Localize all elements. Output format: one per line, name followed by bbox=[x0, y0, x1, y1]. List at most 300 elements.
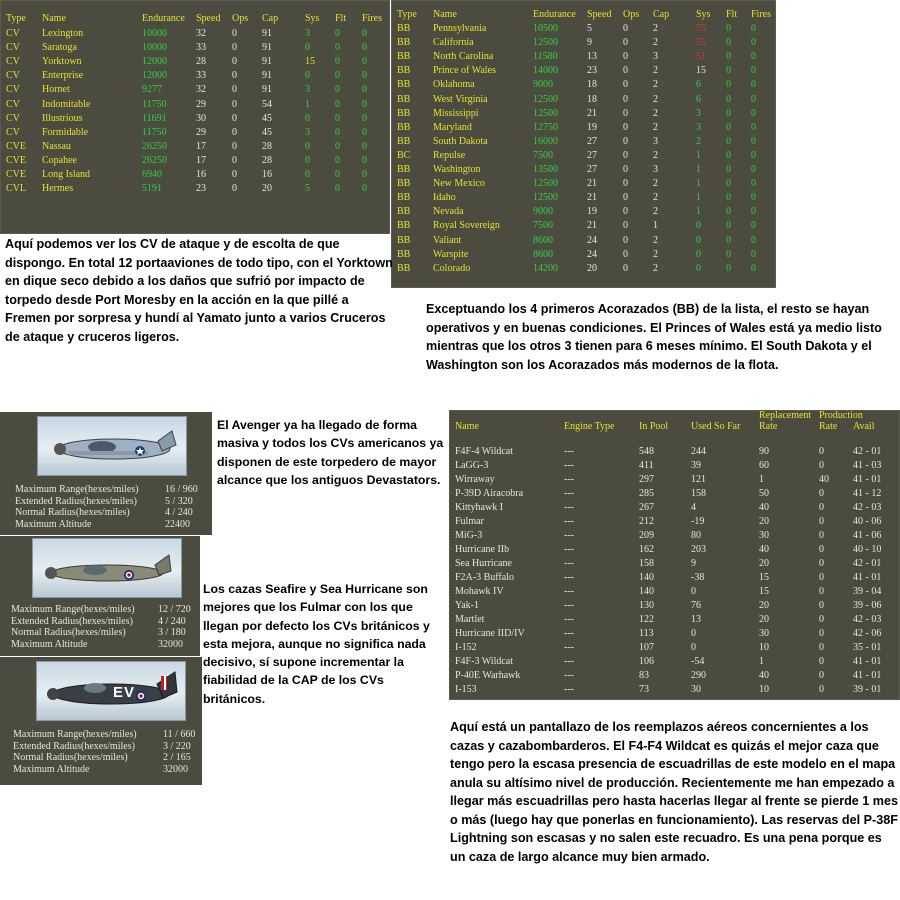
aircraft-card-hurricane bbox=[0, 657, 202, 785]
table-cell: 0 bbox=[623, 220, 628, 232]
table-cell: 2 bbox=[653, 178, 658, 190]
table-cell: BB bbox=[397, 93, 411, 105]
stat-label: Extended Radius(hexes/miles) bbox=[15, 495, 137, 507]
table-cell: Maryland bbox=[433, 121, 472, 133]
table-cell: 45 bbox=[262, 126, 272, 138]
table-cell: 2 bbox=[653, 192, 658, 204]
table-cell: 0 bbox=[819, 558, 824, 569]
table-cell: 0 bbox=[232, 112, 237, 124]
table-cell: 20 bbox=[587, 262, 597, 274]
stat-value: 3 / 180 bbox=[158, 627, 186, 639]
column-header: Flt bbox=[726, 9, 738, 20]
column-header: Type bbox=[6, 13, 26, 24]
table-cell: 5 bbox=[305, 183, 310, 195]
table-cell: North Carolina bbox=[433, 51, 494, 63]
table-cell: 15 bbox=[759, 572, 769, 583]
table-cell: BB bbox=[397, 135, 411, 147]
table-cell: 16 bbox=[262, 169, 272, 180]
table-cell: 0 bbox=[362, 98, 367, 110]
table-cell: 411 bbox=[639, 460, 654, 471]
table-cell: 0 bbox=[726, 23, 731, 34]
table-cell: CVE bbox=[6, 140, 26, 152]
table-cell: 2 bbox=[696, 135, 701, 147]
table-cell: 1 bbox=[696, 149, 701, 161]
table-cell: BC bbox=[397, 149, 411, 161]
avenger-caption: El Avenger ya ha llegado de forma masiva y todos los CVs americanos ya disponen de este torpedero de mayor alcance que los antiguos Devastators. bbox=[217, 418, 444, 487]
column-header: Speed bbox=[196, 13, 221, 24]
table-cell: 9000 bbox=[533, 79, 553, 91]
table-cell: 30 bbox=[196, 112, 206, 124]
table-cell: California bbox=[433, 37, 474, 49]
table-cell: BB bbox=[397, 192, 411, 204]
table-cell: 11691 bbox=[142, 112, 167, 124]
table-cell: Kittyhawk I bbox=[455, 502, 504, 513]
table-cell: 0 bbox=[819, 600, 824, 611]
table-cell: 285 bbox=[639, 488, 654, 499]
table-cell: 140 bbox=[639, 586, 654, 597]
table-cell: 91 bbox=[262, 56, 272, 68]
table-cell: 42 - 06 bbox=[853, 628, 882, 639]
table-cell: 158 bbox=[691, 488, 706, 499]
table-cell: 41 - 12 bbox=[853, 488, 882, 499]
table-cell: 7500 bbox=[533, 149, 553, 161]
table-cell: 0 bbox=[726, 149, 731, 161]
table-cell: 9277 bbox=[142, 84, 162, 96]
table-cell: 0 bbox=[623, 135, 628, 147]
table-cell: I-153 bbox=[455, 684, 477, 695]
table-cell: MiG-3 bbox=[455, 530, 483, 541]
table-cell: 2 bbox=[653, 149, 658, 161]
table-cell: 0 bbox=[751, 107, 756, 119]
table-cell: BB bbox=[397, 79, 411, 91]
column-header: Engine Type bbox=[564, 421, 615, 432]
column-header: Cap bbox=[653, 9, 670, 20]
table-cell: 27 bbox=[587, 135, 597, 147]
table-cell: Saratoga bbox=[42, 42, 77, 54]
stat-value: 5 / 320 bbox=[165, 495, 193, 507]
table-cell: 21 bbox=[587, 192, 597, 204]
table-cell: 75 bbox=[696, 23, 706, 34]
table-cell: 3 bbox=[696, 107, 701, 119]
table-cell: 41 - 06 bbox=[853, 530, 882, 541]
table-cell: 40 - 06 bbox=[853, 516, 882, 527]
table-cell: CV bbox=[6, 42, 20, 54]
table-cell: --- bbox=[564, 586, 574, 597]
column-header: Ops bbox=[232, 13, 249, 24]
column-header: Ops bbox=[623, 9, 640, 20]
table-cell: 0 bbox=[232, 42, 237, 54]
table-cell: 113 bbox=[639, 628, 654, 639]
table-cell: 0 bbox=[751, 79, 756, 91]
table-cell: CV bbox=[6, 56, 20, 68]
table-cell: 0 bbox=[819, 586, 824, 597]
table-cell: 91 bbox=[262, 42, 272, 54]
table-cell: 2 bbox=[653, 65, 658, 77]
table-cell: 0 bbox=[232, 28, 237, 39]
table-cell: 21 bbox=[587, 178, 597, 190]
hurricane-marking: EV bbox=[113, 684, 136, 701]
table-cell: 0 bbox=[305, 154, 310, 166]
table-cell: 17 bbox=[196, 140, 206, 152]
aircraft-card-avenger bbox=[0, 412, 212, 535]
column-header: Used So Far bbox=[691, 421, 741, 432]
stat-value: 4 / 240 bbox=[158, 615, 186, 627]
table-cell: 76 bbox=[691, 600, 701, 611]
table-cell: 1 bbox=[696, 192, 701, 204]
table-cell: 41 - 01 bbox=[853, 670, 882, 681]
table-cell: 0 bbox=[362, 112, 367, 124]
table-cell: 39 - 04 bbox=[853, 586, 882, 597]
table-cell: 0 bbox=[232, 70, 237, 82]
table-cell: 30 bbox=[759, 530, 769, 541]
column-header: Endurance bbox=[142, 13, 185, 24]
table-cell: 0 bbox=[623, 93, 628, 105]
table-cell: --- bbox=[564, 670, 574, 681]
column-header: Avail bbox=[853, 421, 875, 432]
table-cell: 32 bbox=[196, 28, 206, 39]
table-cell: --- bbox=[564, 684, 574, 695]
table-cell: 0 bbox=[691, 628, 696, 639]
table-cell: BB bbox=[397, 121, 411, 133]
table-cell: Nassau bbox=[42, 140, 71, 152]
table-cell: 107 bbox=[639, 642, 654, 653]
table-cell: 0 bbox=[305, 70, 310, 82]
stat-label: Maximum Range(hexes/miles) bbox=[13, 729, 137, 740]
table-cell: 8600 bbox=[533, 248, 553, 260]
table-cell: 1 bbox=[696, 164, 701, 175]
table-cell: 122 bbox=[639, 614, 654, 625]
table-cell: LaGG-3 bbox=[455, 460, 489, 471]
table-cell: Valiant bbox=[433, 234, 462, 246]
table-cell: 0 bbox=[362, 70, 367, 82]
table-cell: Oklahoma bbox=[433, 79, 475, 91]
table-cell: BB bbox=[397, 262, 411, 274]
table-cell: --- bbox=[564, 446, 574, 457]
table-cell: 0 bbox=[335, 140, 340, 152]
table-cell: 83 bbox=[639, 670, 649, 681]
table-cell: CVL bbox=[6, 183, 26, 195]
table-cell: 9 bbox=[587, 37, 592, 49]
table-cell: 33 bbox=[196, 42, 206, 54]
table-cell: 18 bbox=[587, 79, 597, 91]
table-cell: 16 bbox=[196, 169, 206, 180]
table-cell: BB bbox=[397, 248, 411, 260]
table-cell: 60 bbox=[759, 460, 769, 471]
column-header: Name bbox=[42, 13, 66, 24]
table-cell: 51 bbox=[696, 51, 706, 63]
table-cell: CV bbox=[6, 112, 20, 124]
hurricane-image bbox=[36, 661, 186, 721]
table-cell: Repulse bbox=[433, 149, 466, 161]
table-cell: P-40E Warhawk bbox=[455, 670, 521, 681]
table-cell: 40 bbox=[759, 544, 769, 555]
table-cell: 42 - 03 bbox=[853, 502, 882, 513]
table-cell: 0 bbox=[232, 126, 237, 138]
table-cell: 9000 bbox=[533, 206, 553, 218]
table-cell: 13500 bbox=[533, 164, 558, 175]
table-cell: Yorktown bbox=[42, 56, 82, 68]
table-cell: 50 bbox=[759, 488, 769, 499]
table-cell: 2 bbox=[653, 23, 658, 34]
table-cell: 130 bbox=[639, 600, 654, 611]
table-cell: 0 bbox=[623, 79, 628, 91]
table-cell: 4 bbox=[691, 502, 696, 513]
table-cell: Royal Sovereign bbox=[433, 220, 500, 232]
battleship-table-panel bbox=[391, 0, 776, 288]
stat-value: 4 / 240 bbox=[165, 507, 193, 519]
table-cell: 0 bbox=[819, 642, 824, 653]
table-cell: 203 bbox=[691, 544, 706, 555]
table-cell: 19 bbox=[587, 121, 597, 133]
table-cell: 6 bbox=[696, 93, 701, 105]
table-cell: 0 bbox=[335, 112, 340, 124]
table-cell: 0 bbox=[819, 530, 824, 541]
table-cell: 0 bbox=[623, 121, 628, 133]
table-cell: 0 bbox=[726, 164, 731, 175]
table-cell: 548 bbox=[639, 446, 654, 457]
table-cell: 0 bbox=[362, 169, 367, 180]
table-cell: 0 bbox=[623, 65, 628, 77]
table-cell: 0 bbox=[819, 516, 824, 527]
table-cell: 0 bbox=[623, 178, 628, 190]
table-cell: 14200 bbox=[533, 262, 558, 274]
table-cell: 0 bbox=[751, 93, 756, 105]
table-cell: 0 bbox=[751, 220, 756, 232]
stat-label: Maximum Altitude bbox=[11, 639, 88, 651]
table-cell: 1 bbox=[305, 98, 310, 110]
table-cell: 0 bbox=[726, 135, 731, 147]
table-cell: 12500 bbox=[533, 107, 558, 119]
table-cell: CV bbox=[6, 84, 20, 96]
table-cell: 20 bbox=[759, 600, 769, 611]
table-cell: I-152 bbox=[455, 642, 477, 653]
table-cell: 0 bbox=[726, 65, 731, 77]
replacement-caption: Aquí está un pantallazo de los reemplazos aéreos concernientes a los cazas y cazabombarderos. El F4-F4 Wildcat es quizás el mejor caza que tengo pero la escasa presencia de escuadrillas de este modelo en el mapa anula su altísimo nivel de producción. Recientemente me han empezado a llegar más escuadrillas pero hasta hacerlas llegar al frente se pierde 1 mes o más (luego hay que ponerlas en funcionamiento). Las reservas del P-38F Lightning son escasas y no salen este recuadro. Es una pena porque es un caza de largo alcance muy bien armado. bbox=[450, 720, 899, 864]
stat-label: Maximum Altitude bbox=[13, 764, 90, 776]
table-cell: 0 bbox=[696, 262, 701, 274]
table-cell: BB bbox=[397, 51, 411, 63]
table-cell: 0 bbox=[623, 164, 628, 175]
table-cell: 0 bbox=[305, 42, 310, 54]
table-cell: 40 bbox=[759, 502, 769, 513]
table-cell: 0 bbox=[751, 65, 756, 77]
table-cell: 0 bbox=[362, 140, 367, 152]
stat-label: Normal Radius(hexes/miles) bbox=[11, 627, 126, 639]
table-cell: 0 bbox=[362, 154, 367, 166]
table-cell: 140 bbox=[639, 572, 654, 583]
table-cell: P-39D Airacobra bbox=[455, 488, 524, 499]
table-cell: 2 bbox=[653, 121, 658, 133]
table-cell: 41 - 01 bbox=[853, 474, 882, 485]
table-cell: Martlet bbox=[455, 614, 485, 625]
table-cell: 41 - 01 bbox=[853, 572, 882, 583]
table-cell: 0 bbox=[305, 112, 310, 124]
stat-label: Maximum Range(hexes/miles) bbox=[11, 604, 135, 615]
table-cell: 0 bbox=[232, 84, 237, 96]
table-cell: 0 bbox=[335, 98, 340, 110]
table-cell: Hermes bbox=[42, 183, 74, 195]
table-cell: F2A-3 Buffalo bbox=[455, 572, 514, 583]
table-cell: 0 bbox=[819, 572, 824, 583]
table-cell: --- bbox=[564, 460, 574, 471]
stat-label: Extended Radius(hexes/miles) bbox=[11, 615, 133, 627]
battleship-caption: Exceptuando los 4 primeros Acorazados (BB) de la lista, el resto se hayan operativos y en buenas condiciones. El Princes of Wales está ya medio listo mientras que los otros 3 tienen para 6 meses mínimo. El South Dakota y el Washington son los Acorazados más modernos de la flota. bbox=[426, 302, 882, 372]
table-cell: Washington bbox=[433, 164, 481, 175]
table-cell: 0 bbox=[335, 183, 340, 195]
table-cell: 27 bbox=[587, 164, 597, 175]
table-cell: Formidable bbox=[42, 126, 89, 138]
table-cell: 91 bbox=[262, 28, 272, 39]
table-cell: 297 bbox=[639, 474, 654, 485]
table-cell: 10500 bbox=[533, 23, 558, 34]
table-cell: Hurricane IID/IV bbox=[455, 628, 525, 639]
table-cell: 0 bbox=[819, 628, 824, 639]
table-cell: 0 bbox=[696, 220, 701, 232]
table-cell: 0 bbox=[751, 206, 756, 218]
table-cell: 39 - 01 bbox=[853, 684, 882, 695]
table-cell: CV bbox=[6, 98, 20, 110]
table-cell: 3 bbox=[696, 121, 701, 133]
table-cell: 3 bbox=[305, 126, 310, 138]
table-cell: BB bbox=[397, 107, 411, 119]
column-header: Flt bbox=[335, 13, 347, 24]
table-cell: Warspite bbox=[433, 248, 469, 260]
table-cell: 5191 bbox=[142, 183, 162, 195]
table-cell: 10000 bbox=[142, 42, 167, 54]
table-cell: CV bbox=[6, 28, 20, 39]
table-cell: 12000 bbox=[142, 56, 167, 68]
table-cell: 1 bbox=[696, 206, 701, 218]
table-cell: 0 bbox=[751, 248, 756, 260]
table-cell: 0 bbox=[751, 23, 756, 34]
table-cell: 0 bbox=[623, 51, 628, 63]
table-cell: 0 bbox=[362, 126, 367, 138]
table-cell: BB bbox=[397, 164, 411, 175]
table-cell: 20 bbox=[759, 516, 769, 527]
table-cell: 2 bbox=[653, 79, 658, 91]
table-cell: 2 bbox=[653, 206, 658, 218]
column-header: Name bbox=[433, 9, 457, 20]
table-cell: -38 bbox=[691, 572, 705, 583]
table-cell: --- bbox=[564, 656, 574, 667]
table-cell: BB bbox=[397, 178, 411, 190]
table-cell: 42 - 01 bbox=[853, 558, 882, 569]
column-header-top: Production bbox=[819, 410, 863, 421]
table-cell: 40 bbox=[759, 670, 769, 681]
column-header: Speed bbox=[587, 9, 612, 20]
table-cell: 3 bbox=[305, 28, 310, 39]
table-cell: 0 bbox=[726, 51, 731, 63]
table-cell: 13 bbox=[691, 614, 701, 625]
table-cell: West Virginia bbox=[433, 93, 488, 105]
table-cell: 0 bbox=[362, 42, 367, 54]
table-cell: 33 bbox=[196, 70, 206, 82]
table-cell: New Mexico bbox=[433, 178, 485, 190]
table-cell: 12500 bbox=[533, 93, 558, 105]
table-cell: BB bbox=[397, 65, 411, 77]
table-cell: 1 bbox=[759, 474, 764, 485]
table-cell: 15 bbox=[759, 586, 769, 597]
table-cell: 2 bbox=[653, 234, 658, 246]
table-cell: 20 bbox=[759, 614, 769, 625]
table-cell: 0 bbox=[751, 164, 756, 175]
table-cell: 0 bbox=[623, 192, 628, 204]
table-cell: 0 bbox=[305, 140, 310, 152]
carrier-table-panel bbox=[0, 0, 390, 234]
table-cell: 0 bbox=[726, 234, 731, 246]
aircraft-card-seafire bbox=[0, 536, 200, 656]
table-cell: 0 bbox=[726, 220, 731, 232]
table-cell: 106 bbox=[639, 656, 654, 667]
table-cell: 26250 bbox=[142, 140, 167, 152]
table-cell: 3 bbox=[653, 164, 658, 175]
table-cell: 0 bbox=[232, 140, 237, 152]
stat-value: 22400 bbox=[165, 519, 190, 531]
table-cell: Nevada bbox=[433, 206, 464, 218]
table-cell: BB bbox=[397, 206, 411, 218]
table-cell: 0 bbox=[726, 121, 731, 133]
column-header: Name bbox=[455, 421, 479, 432]
table-cell: 28 bbox=[262, 140, 272, 152]
table-cell: BB bbox=[397, 234, 411, 246]
table-cell: 45 bbox=[262, 112, 272, 124]
table-cell: 2 bbox=[653, 262, 658, 274]
table-cell: 0 bbox=[362, 84, 367, 96]
table-cell: 0 bbox=[232, 169, 237, 180]
table-cell: BB bbox=[397, 23, 411, 34]
table-cell: 0 bbox=[819, 502, 824, 513]
table-cell: 0 bbox=[751, 51, 756, 63]
table-cell: Enterprise bbox=[42, 70, 84, 82]
table-cell: 0 bbox=[232, 183, 237, 195]
table-cell: 15 bbox=[305, 56, 315, 68]
table-cell: 0 bbox=[751, 178, 756, 190]
column-header: Fires bbox=[751, 9, 771, 20]
table-cell: --- bbox=[564, 502, 574, 513]
table-cell: 0 bbox=[751, 121, 756, 133]
table-cell: 12500 bbox=[533, 37, 558, 49]
table-cell: 40 bbox=[819, 474, 829, 485]
table-cell: 0 bbox=[696, 234, 701, 246]
table-cell: 12750 bbox=[533, 121, 558, 133]
table-cell: 9 bbox=[691, 558, 696, 569]
table-cell: 0 bbox=[232, 56, 237, 68]
table-cell: 0 bbox=[335, 42, 340, 54]
table-cell: F4F-4 Wildcat bbox=[455, 446, 514, 457]
table-cell: 0 bbox=[726, 248, 731, 260]
table-cell: -54 bbox=[691, 656, 705, 667]
seafire-plane-icon bbox=[33, 539, 181, 597]
table-cell: Hurricane IIb bbox=[455, 544, 510, 555]
table-cell: 2 bbox=[653, 107, 658, 119]
table-cell: 1 bbox=[696, 178, 701, 190]
table-cell: 0 bbox=[726, 79, 731, 91]
table-cell: 30 bbox=[691, 684, 701, 695]
table-cell: 0 bbox=[819, 544, 824, 555]
table-cell: 5 bbox=[587, 23, 592, 34]
table-cell: CV bbox=[6, 126, 20, 138]
table-cell: 29 bbox=[196, 126, 206, 138]
table-cell: 0 bbox=[623, 248, 628, 260]
column-header: In Pool bbox=[639, 421, 669, 432]
table-cell: 0 bbox=[362, 28, 367, 39]
table-cell: 0 bbox=[623, 262, 628, 274]
table-cell: Indomitable bbox=[42, 98, 91, 110]
table-cell: 212 bbox=[639, 516, 654, 527]
table-cell: CVE bbox=[6, 154, 26, 166]
stat-value: 12 / 720 bbox=[158, 604, 191, 615]
table-cell: 39 bbox=[691, 460, 701, 471]
